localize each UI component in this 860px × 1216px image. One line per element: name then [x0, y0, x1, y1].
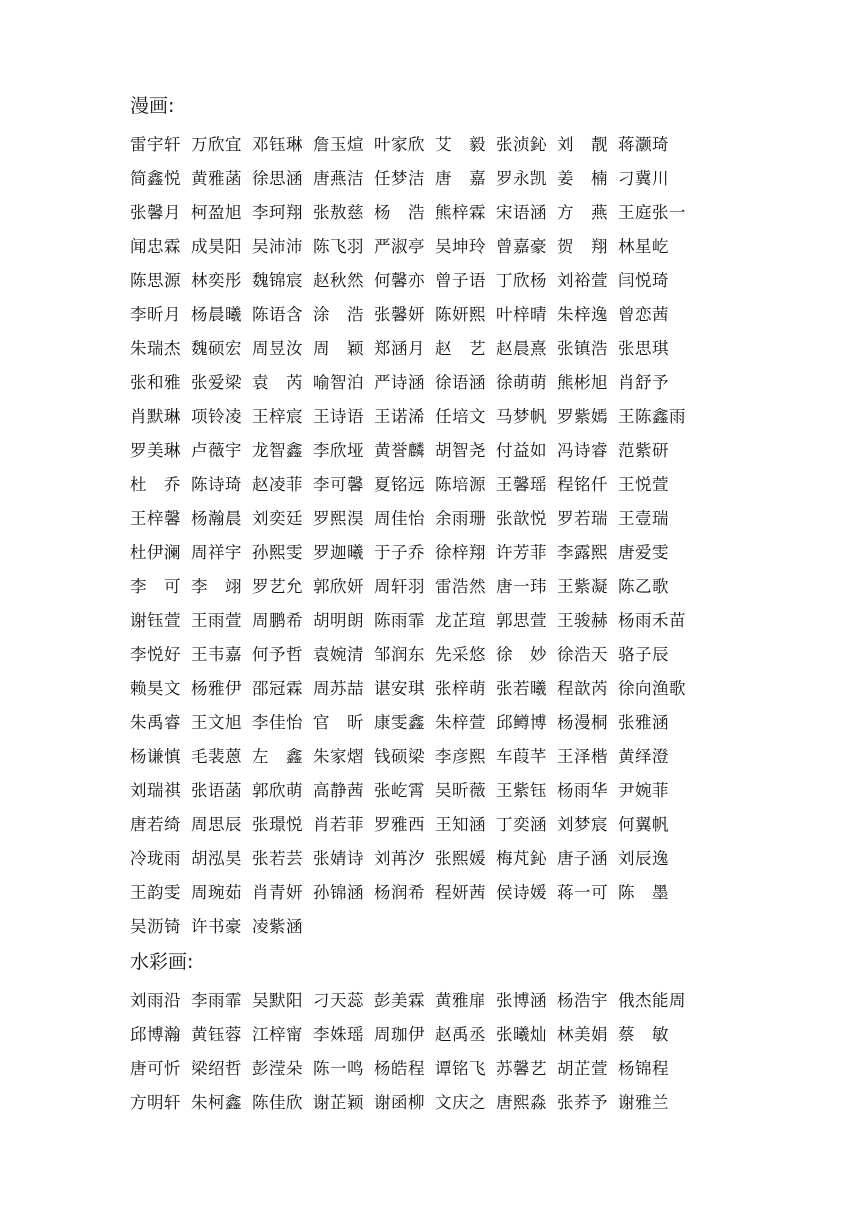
- name-entry: 李雨霏: [191, 991, 242, 1010]
- name-entry: 朱梓逸: [557, 305, 608, 324]
- name-entry: 邱博瀚: [130, 1025, 181, 1044]
- name-entry: 罗迦曦: [313, 543, 364, 562]
- name-entry: 何翼帆: [618, 815, 669, 834]
- name-entry: 袁婉清: [313, 645, 364, 664]
- name-entry: 赖昊文: [130, 679, 181, 698]
- name-entry: 刘梦宸: [557, 815, 608, 834]
- name-entry: 李 翊: [191, 577, 242, 596]
- name-entry: 王韵雯: [130, 883, 181, 902]
- name-entry: 蒋灏琦: [618, 135, 669, 154]
- name-entry: 郭欣萌: [252, 781, 303, 800]
- name-entry: 徐思涵: [252, 169, 303, 188]
- name-list-watercolor: [130, 984, 730, 1120]
- name-entry: 林奕彤: [191, 271, 242, 290]
- name-entry: 范紫研: [618, 441, 669, 460]
- name-entry: 杨雅伊: [191, 679, 242, 698]
- name-entry: 赵 艺: [435, 339, 486, 358]
- name-entry: 钱硕梁: [374, 747, 425, 766]
- name-entry: 谢钰萱: [130, 611, 181, 630]
- name-entry: 杨晨曦: [191, 305, 242, 324]
- name-entry: 徐向渔歌: [618, 679, 686, 698]
- name-entry: 徐语涵: [435, 373, 486, 392]
- name-entry: 罗美琳: [130, 441, 181, 460]
- name-entry: 程铭仟: [557, 475, 608, 494]
- name-entry: 郭欣妍: [313, 577, 364, 596]
- name-entry: 唐一玮: [496, 577, 547, 596]
- name-entry: 杨浩宇: [557, 991, 608, 1010]
- name-entry: 王韦嘉: [191, 645, 242, 664]
- name-entry: 张博涵: [496, 991, 547, 1010]
- name-entry: 叶家欣: [374, 135, 425, 154]
- name-entry: 方 燕: [557, 203, 608, 222]
- name-entry: 李可馨: [313, 475, 364, 494]
- name-entry: 朱禹睿: [130, 713, 181, 732]
- name-entry: 周佳怡: [374, 509, 425, 528]
- name-entry: 陈佳欣: [252, 1093, 303, 1112]
- name-entry: 朱梓萱: [435, 713, 486, 732]
- name-entry: 马梦帆: [496, 407, 547, 426]
- name-entry: 毛裴蒽: [191, 747, 242, 766]
- name-entry: 周昱汝: [252, 339, 303, 358]
- name-entry: 王壹瑞: [618, 509, 669, 528]
- name-entry: 郭思萱: [496, 611, 547, 630]
- name-entry: 朱瑞杰: [130, 339, 181, 358]
- name-entry: 朱柯鑫: [191, 1093, 242, 1112]
- name-entry: 吴坤玲: [435, 237, 486, 256]
- name-entry: 刁天蕊: [313, 991, 364, 1010]
- name-entry: 严诗涵: [374, 373, 425, 392]
- name-entry: 杨皓程: [374, 1059, 425, 1078]
- name-entry: 左 鑫: [252, 747, 303, 766]
- name-entry: 许芳菲: [496, 543, 547, 562]
- name-entry: 张爱梁: [191, 373, 242, 392]
- section-title-comics: 漫画:: [130, 95, 175, 117]
- name-entry: 张曦灿: [496, 1025, 547, 1044]
- name-entry: 肖舒予: [618, 373, 669, 392]
- name-entry: 凌紫涵: [252, 917, 303, 936]
- name-entry: 曾恋茜: [618, 305, 669, 324]
- name-entry: 刘奕廷: [252, 509, 303, 528]
- name-entry: 杨谦慎: [130, 747, 181, 766]
- name-entry: 罗艺允: [252, 577, 303, 596]
- name-entry: 龙芷瑄: [435, 611, 486, 630]
- name-entry: 张镇浩: [557, 339, 608, 358]
- name-entry: 王文旭: [191, 713, 242, 732]
- name-entry: 徐浩天: [557, 645, 608, 664]
- name-entry: 闻忠霖: [130, 237, 181, 256]
- name-entry: 肖青妍: [252, 883, 303, 902]
- name-entry: 张璟悦: [252, 815, 303, 834]
- name-entry: 张雅涵: [618, 713, 669, 732]
- name-entry: 王诗语: [313, 407, 364, 426]
- name-entry: 朱家熠: [313, 747, 364, 766]
- name-entry: 周苏喆: [313, 679, 364, 698]
- name-entry: 赵禹丞: [435, 1025, 486, 1044]
- name-entry: 方明轩: [130, 1093, 181, 1112]
- name-entry: 陈培源: [435, 475, 486, 494]
- name-entry: 陈雨霏: [374, 611, 425, 630]
- name-entry: 唐若绮: [130, 815, 181, 834]
- name-entry: 严淑亭: [374, 237, 425, 256]
- name-entry: 王梓馨: [130, 509, 181, 528]
- name-entry: 谭铭飞: [435, 1059, 486, 1078]
- name-entry: 肖若菲: [313, 815, 364, 834]
- name-entry: 李 可: [130, 577, 181, 596]
- name-entry: 王紫凝: [557, 577, 608, 596]
- document-page: [130, 90, 730, 1120]
- name-entry: 王馨瑶: [496, 475, 547, 494]
- name-entry: 曾子语: [435, 271, 486, 290]
- name-entry: 李悦好: [130, 645, 181, 664]
- name-entry: 王泽楷: [557, 747, 608, 766]
- name-entry: 余雨珊: [435, 509, 486, 528]
- name-entry: 詹玉煊: [313, 135, 364, 154]
- name-entry: 陈妍熙: [435, 305, 486, 324]
- name-entry: 吴沥锜: [130, 917, 181, 936]
- name-entry: 侯诗媛: [496, 883, 547, 902]
- name-entry: 刘苒汐: [374, 849, 425, 868]
- name-entry: 梁绍哲: [191, 1059, 242, 1078]
- name-entry: 张语菡: [191, 781, 242, 800]
- name-entry: 项铃凌: [191, 407, 242, 426]
- name-entry: 罗雅西: [374, 815, 425, 834]
- name-entry: 吴沛沛: [252, 237, 303, 256]
- name-entry: 谢函柳: [374, 1093, 425, 1112]
- name-entry: 刘雨沿: [130, 991, 181, 1010]
- name-entry: 程妍茜: [435, 883, 486, 902]
- name-entry: 陈乙歌: [618, 577, 669, 596]
- name-entry: 熊彬旭: [557, 373, 608, 392]
- name-entry: 张馨妍: [374, 305, 425, 324]
- name-entry: 万欣宜: [191, 135, 242, 154]
- name-entry: 赵秋然: [313, 271, 364, 290]
- name-entry: 王诺浠: [374, 407, 425, 426]
- name-entry: 李欣垭: [313, 441, 364, 460]
- name-entry: 刘 靓: [557, 135, 608, 154]
- name-entry: 唐子涵: [557, 849, 608, 868]
- name-entry: 杨 浩: [374, 203, 425, 222]
- name-entry: 邹润东: [374, 645, 425, 664]
- name-entry: 袁 芮: [252, 373, 303, 392]
- name-entry: 杨润希: [374, 883, 425, 902]
- name-entry: 张荞予: [557, 1093, 608, 1112]
- name-entry: 黄雅扉: [435, 991, 486, 1010]
- name-entry: 简鑫悦: [130, 169, 181, 188]
- name-entry: 周 颖: [313, 339, 364, 358]
- name-entry: 闫悦琦: [618, 271, 669, 290]
- name-entry: 骆子辰: [618, 645, 669, 664]
- name-entry: 曾嘉豪: [496, 237, 547, 256]
- name-entry: 张和雅: [130, 373, 181, 392]
- name-entry: 陈一鸣: [313, 1059, 364, 1078]
- name-entry: 王知涵: [435, 815, 486, 834]
- name-entry: 江梓甯: [252, 1025, 303, 1044]
- name-entry: 程歆芮: [557, 679, 608, 698]
- name-entry: 夏铭远: [374, 475, 425, 494]
- name-entry: 龙智鑫: [252, 441, 303, 460]
- name-entry: 孙熙雯: [252, 543, 303, 562]
- name-entry: 周琬茹: [191, 883, 242, 902]
- name-entry: 梅芃鈊: [496, 849, 547, 868]
- name-entry: 徐 妙: [496, 645, 547, 664]
- name-entry: 王骏赫: [557, 611, 608, 630]
- name-entry: 魏硕宏: [191, 339, 242, 358]
- name-entry: 李彦熙: [435, 747, 486, 766]
- name-entry: 郑涵月: [374, 339, 425, 358]
- name-entry: 周珈伊: [374, 1025, 425, 1044]
- name-entry: 杨漫桐: [557, 713, 608, 732]
- name-entry: 张若曦: [496, 679, 547, 698]
- name-entry: 张思琪: [618, 339, 669, 358]
- name-entry: 成昊阳: [191, 237, 242, 256]
- name-entry: 许书豪: [191, 917, 242, 936]
- name-entry: 陈 墨: [618, 883, 669, 902]
- name-entry: 熊梓霖: [435, 203, 486, 222]
- name-entry: 贺 翔: [557, 237, 608, 256]
- name-entry: 蔡 敏: [618, 1025, 669, 1044]
- name-entry: 吴昕薇: [435, 781, 486, 800]
- name-entry: 张馨月: [130, 203, 181, 222]
- name-entry: 车葭芊: [496, 747, 547, 766]
- name-list-comics: [130, 128, 730, 944]
- name-entry: 丁奕涵: [496, 815, 547, 834]
- name-entry: 吴默阳: [252, 991, 303, 1010]
- name-entry: 张敖慈: [313, 203, 364, 222]
- name-entry: 赵凌菲: [252, 475, 303, 494]
- name-entry: 王梓宸: [252, 407, 303, 426]
- name-entry: 宋语涵: [496, 203, 547, 222]
- name-entry: 涂 浩: [313, 305, 364, 324]
- name-entry: 肖默琳: [130, 407, 181, 426]
- name-entry: 谢雅兰: [618, 1093, 669, 1112]
- name-entry: 刁冀川: [618, 169, 669, 188]
- name-entry: 谢芷颖: [313, 1093, 364, 1112]
- name-entry: 黄誉麟: [374, 441, 425, 460]
- name-entry: 康雯鑫: [374, 713, 425, 732]
- name-entry: 于子乔: [374, 543, 425, 562]
- name-entry: 周祥宇: [191, 543, 242, 562]
- name-entry: 罗紫嫣: [557, 407, 608, 426]
- name-entry: 杨雨禾苗: [618, 611, 686, 630]
- name-entry: 蒋一可: [557, 883, 608, 902]
- name-entry: 官 昕: [313, 713, 364, 732]
- name-entry: 杨雨华: [557, 781, 608, 800]
- name-entry: 陈诗琦: [191, 475, 242, 494]
- name-entry: 卢薇宇: [191, 441, 242, 460]
- name-entry: 张浈鈊: [496, 135, 547, 154]
- name-entry: 冷珑雨: [130, 849, 181, 868]
- name-entry: 俄杰能周: [618, 991, 686, 1010]
- section-title-watercolor: 水彩画:: [130, 951, 194, 973]
- name-entry: 胡智尧: [435, 441, 486, 460]
- name-entry: 李露熙: [557, 543, 608, 562]
- name-entry: 姜 楠: [557, 169, 608, 188]
- name-entry: 张屹霄: [374, 781, 425, 800]
- name-entry: 雷浩然: [435, 577, 486, 596]
- name-entry: 周思辰: [191, 815, 242, 834]
- name-entry: 李珂翔: [252, 203, 303, 222]
- name-entry: 李姝瑶: [313, 1025, 364, 1044]
- name-entry: 黄雅菡: [191, 169, 242, 188]
- name-entry: 邵冠霖: [252, 679, 303, 698]
- name-entry: 魏锦宸: [252, 271, 303, 290]
- name-entry: 王庭张一: [618, 203, 686, 222]
- name-entry: 高静茜: [313, 781, 364, 800]
- name-entry: 陈思源: [130, 271, 181, 290]
- name-entry: 黄绎澄: [618, 747, 669, 766]
- name-entry: 任培文: [435, 407, 486, 426]
- name-entry: 唐 嘉: [435, 169, 486, 188]
- name-entry: 周轩羽: [374, 577, 425, 596]
- name-entry: 王紫钰: [496, 781, 547, 800]
- name-entry: 李昕月: [130, 305, 181, 324]
- name-entry: 周鹏希: [252, 611, 303, 630]
- name-entry: 杜伊澜: [130, 543, 181, 562]
- name-entry: 邱鳟博: [496, 713, 547, 732]
- name-entry: 王陈鑫雨: [618, 407, 686, 426]
- name-entry: 雷宇轩: [130, 135, 181, 154]
- name-entry: 文庆之: [435, 1093, 486, 1112]
- name-entry: 唐爱雯: [618, 543, 669, 562]
- name-entry: 张梓萌: [435, 679, 486, 698]
- name-entry: 苏馨艺: [496, 1059, 547, 1078]
- name-entry: 黄钰蓉: [191, 1025, 242, 1044]
- name-entry: 胡泓昊: [191, 849, 242, 868]
- name-entry: 李佳怡: [252, 713, 303, 732]
- name-entry: 彭美霖: [374, 991, 425, 1010]
- name-entry: 张婧诗: [313, 849, 364, 868]
- name-entry: 张熙媛: [435, 849, 486, 868]
- name-entry: 徐萌萌: [496, 373, 547, 392]
- name-entry: 孙锦涵: [313, 883, 364, 902]
- name-entry: 杜 乔: [130, 475, 181, 494]
- name-entry: 刘辰逸: [618, 849, 669, 868]
- name-entry: 胡明朗: [313, 611, 364, 630]
- name-entry: 任梦洁: [374, 169, 425, 188]
- name-entry: 邓钰琳: [252, 135, 303, 154]
- name-entry: 张歆悦: [496, 509, 547, 528]
- name-entry: 胡芷萱: [557, 1059, 608, 1078]
- name-entry: 赵晨熹: [496, 339, 547, 358]
- name-entry: 何馨亦: [374, 271, 425, 290]
- name-entry: 陈语含: [252, 305, 303, 324]
- name-entry: 王悦萱: [618, 475, 669, 494]
- name-entry: 林星屹: [618, 237, 669, 256]
- name-entry: 丁欣杨: [496, 271, 547, 290]
- name-entry: 柯盈旭: [191, 203, 242, 222]
- name-entry: 冯诗睿: [557, 441, 608, 460]
- name-entry: 尹婉菲: [618, 781, 669, 800]
- name-entry: 杨锦程: [618, 1059, 669, 1078]
- name-entry: 唐熙淼: [496, 1093, 547, 1112]
- name-entry: 刘裕萱: [557, 271, 608, 290]
- name-entry: 王雨萱: [191, 611, 242, 630]
- name-entry: 谌安琪: [374, 679, 425, 698]
- name-entry: 唐可忻: [130, 1059, 181, 1078]
- name-entry: 叶梓晴: [496, 305, 547, 324]
- name-entry: 喻智泊: [313, 373, 364, 392]
- name-entry: 罗熙淏: [313, 509, 364, 528]
- name-entry: 罗若瑞: [557, 509, 608, 528]
- name-entry: 先采悠: [435, 645, 486, 664]
- name-entry: 彭滢朵: [252, 1059, 303, 1078]
- name-entry: 付益如: [496, 441, 547, 460]
- name-entry: 杨瀚晨: [191, 509, 242, 528]
- name-entry: 唐燕洁: [313, 169, 364, 188]
- name-entry: 罗永凯: [496, 169, 547, 188]
- name-entry: 陈飞羽: [313, 237, 364, 256]
- name-entry: 刘瑞祺: [130, 781, 181, 800]
- name-entry: 林美娟: [557, 1025, 608, 1044]
- name-entry: 何予哲: [252, 645, 303, 664]
- name-entry: 徐梓翔: [435, 543, 486, 562]
- name-entry: 张若芸: [252, 849, 303, 868]
- name-entry: 艾 毅: [435, 135, 486, 154]
